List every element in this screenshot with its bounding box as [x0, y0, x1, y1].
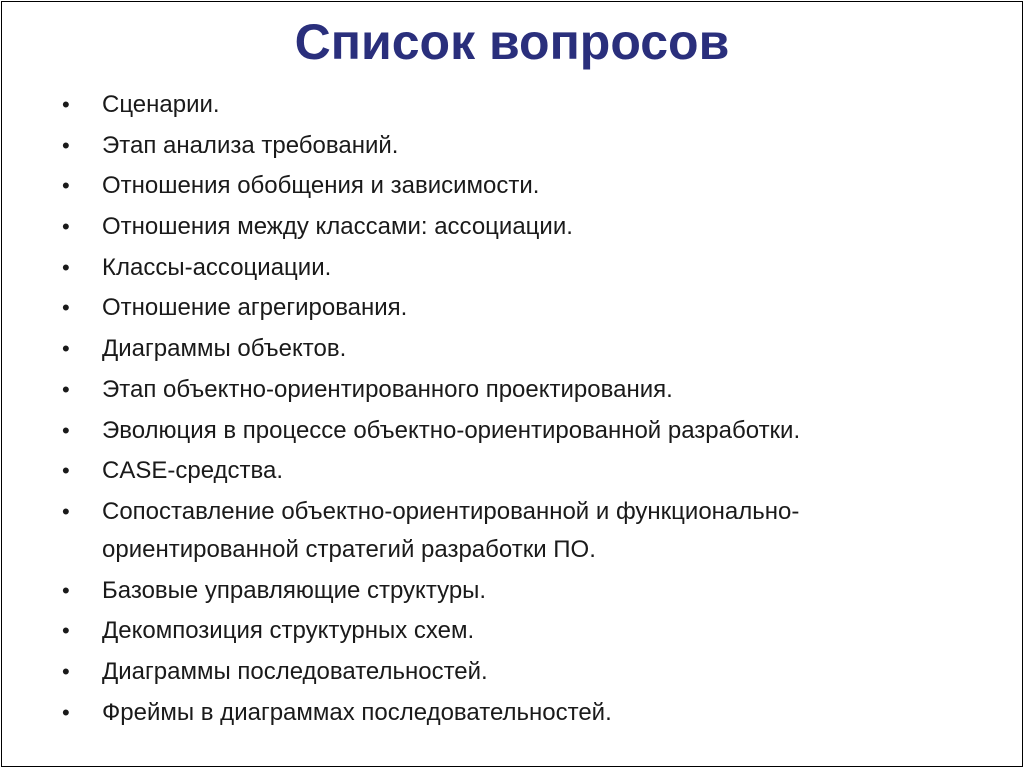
bullet-icon: •: [62, 618, 70, 644]
bullet-icon: •: [62, 295, 70, 321]
list-item: [62, 249, 982, 287]
list-item: [62, 371, 982, 409]
list-item: [62, 572, 982, 610]
list-item: [62, 493, 982, 569]
list-item: [62, 412, 982, 450]
list-item-text: Отношение агрегирования.: [102, 294, 408, 322]
list-item: [62, 289, 982, 327]
bullet-icon: •: [62, 132, 70, 158]
list-item: [62, 694, 982, 732]
list-item-text: Сопоставление объектно-ориентированной и функционально-ориентированной стратегий разработки ПО.: [102, 497, 800, 563]
list-item: [62, 653, 982, 691]
bullet-icon: •: [62, 254, 70, 280]
bullet-icon: •: [62, 214, 70, 240]
bullet-icon: •: [62, 92, 70, 117]
list-item: [62, 127, 982, 165]
list-item-text: CASE-средства.: [102, 457, 284, 485]
list-item: [62, 452, 982, 490]
bullet-icon: •: [62, 577, 70, 603]
bullet-icon: •: [62, 699, 70, 725]
bullet-icon: •: [62, 173, 70, 199]
bullet-icon: •: [62, 417, 70, 443]
list-item-text: Этап анализа требований.: [102, 131, 399, 159]
slide-title: Список вопросов: [294, 14, 730, 70]
list-item-text: Отношения обобщения и зависимости.: [102, 172, 540, 200]
list-item-text: Сценарии.: [102, 91, 220, 118]
list-item-text: Этап объектно-ориентированного проектирования.: [102, 375, 673, 403]
list-item: [62, 208, 982, 246]
list-item: [62, 330, 982, 368]
list-item: [62, 612, 982, 650]
list-item-text: Классы-ассоциации.: [102, 253, 332, 281]
slide: [1, 1, 1023, 767]
bullet-icon: •: [62, 458, 70, 484]
question-list: [62, 86, 982, 734]
list-item: [62, 86, 982, 124]
list-item-text: Фреймы в диаграммах последовательностей.: [102, 698, 612, 726]
list-item-text: Эволюция в процессе объектно-ориентированной разработки.: [102, 416, 801, 444]
bullet-icon: •: [62, 658, 70, 684]
list-item-text: Диаграммы объектов.: [102, 335, 347, 363]
bullet-icon: •: [62, 498, 70, 524]
bullet-icon: •: [62, 336, 70, 362]
bullet-icon: •: [62, 376, 70, 402]
list-item-text: Декомпозиция структурных схем.: [102, 617, 475, 645]
list-item-text: Диаграммы последовательностей.: [102, 657, 488, 685]
list-item-text: Отношения между классами: ассоциации.: [102, 213, 573, 241]
list-item: [62, 167, 982, 205]
list-item-text: Базовые управляющие структуры.: [102, 576, 487, 604]
